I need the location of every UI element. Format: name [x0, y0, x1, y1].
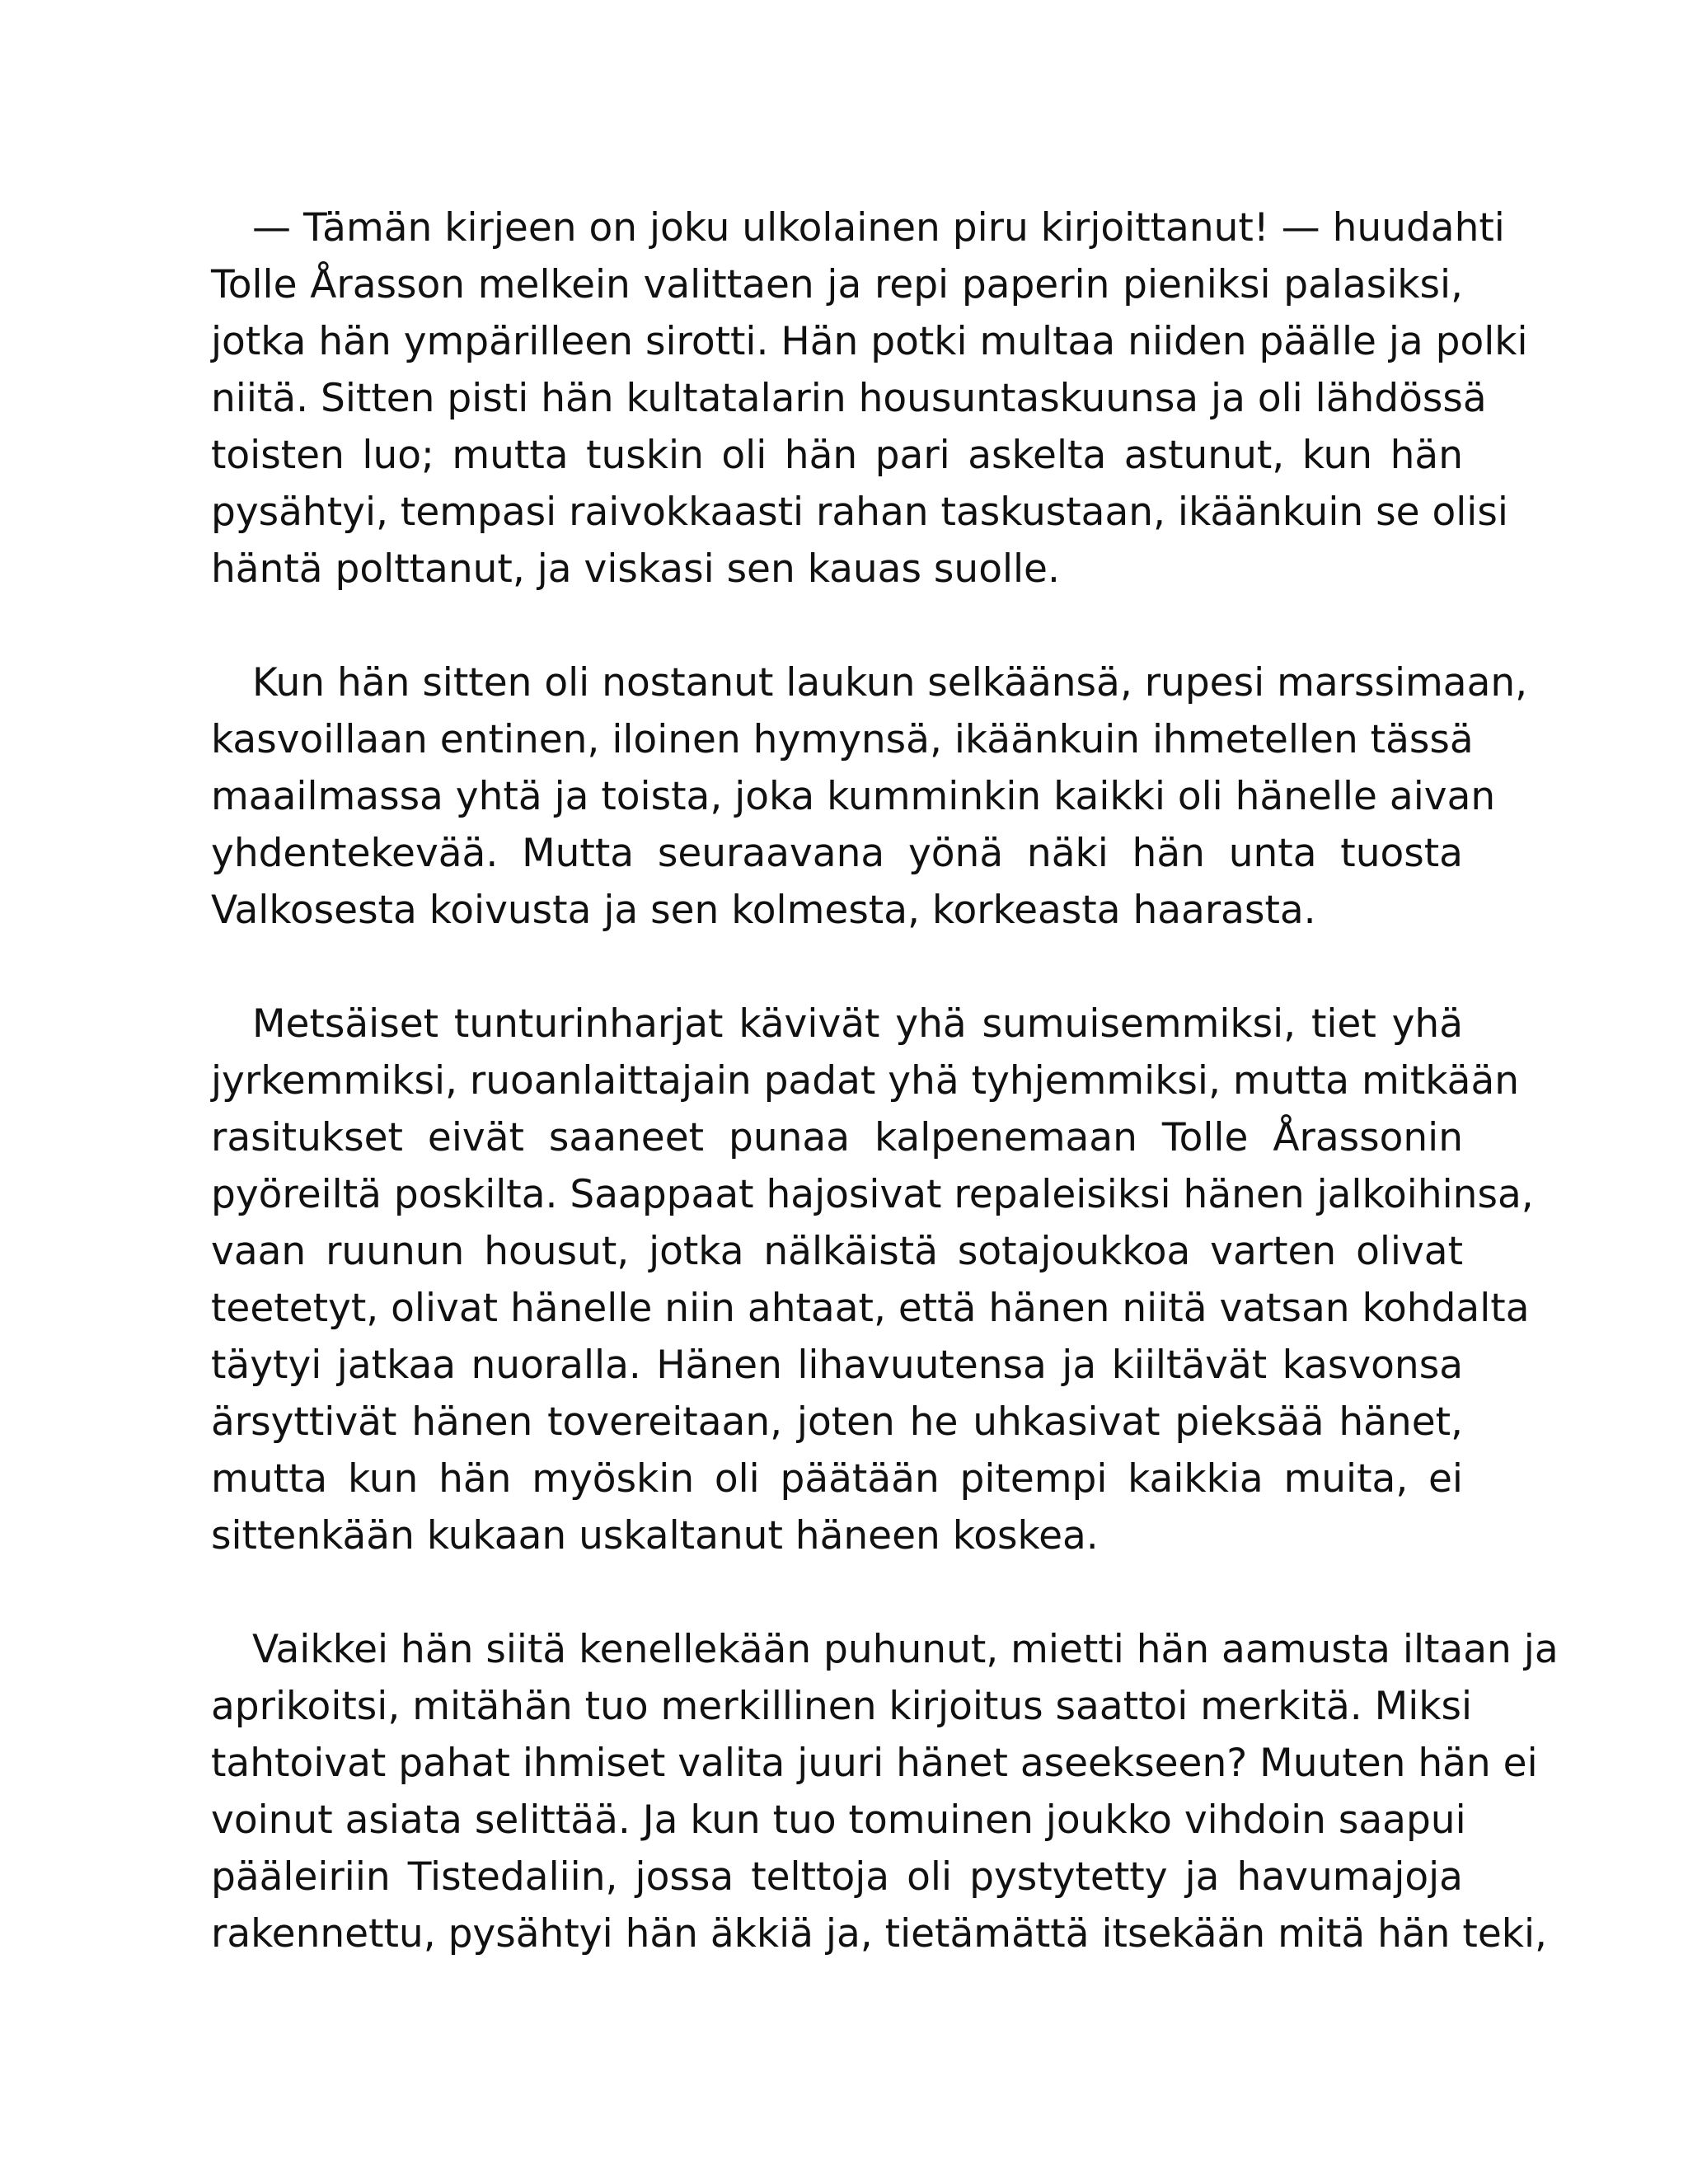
text-line: aprikoitsi, mitähän tuo merkillinen kirjoitus saattoi merkitä. Miksi — [211, 1684, 1473, 1729]
text-line: pyöreiltä poskilta. Saappaat hajosivat repaleisiksi hänen jalkoihinsa, — [211, 1172, 1534, 1217]
text-line: tahtoivat pahat ihmiset valita juuri hänet aseekseen? Muuten hän ei — [211, 1741, 1538, 1786]
text-line: Metsäiset tunturinharjat kävivät yhä sumuisemmiksi, tiet yhä — [252, 1001, 1463, 1047]
text-line: niitä. Sitten pisti hän kultatalarin housuntaskuunsa ja oli lähdössä — [211, 376, 1487, 421]
text-line: teetetyt, olivat hänelle niin ahtaat, että hänen niitä vatsan kohdalta — [211, 1286, 1530, 1331]
text-line: jotka hän ympärilleen sirotti. Hän potki multaa niiden päälle ja polki — [211, 319, 1528, 364]
text-line: yhdentekevää. Mutta seuraavana yönä näki hän unta tuosta — [211, 831, 1463, 876]
text-line: jyrkemmiksi, ruoanlaittajain padat yhä tyhjemmiksi, mutta mitkään — [211, 1058, 1520, 1104]
text-line: rakennettu, pysähtyi hän äkkiä ja, tietämättä itsekään mitä hän teki, — [211, 1911, 1547, 1957]
paragraph — [211, 199, 1528, 598]
text-line: häntä polttanut, ja viskasi sen kauas suolle. — [211, 546, 1060, 592]
text-line: ärsyttivät hänen tovereitaan, joten he uhkasivat pieksää hänet, — [211, 1399, 1463, 1445]
text-line: täytyi jatkaa nuoralla. Hänen lihavuutensa ja kiiltävät kasvonsa — [211, 1343, 1463, 1388]
text-line: mutta kun hän myöskin oli päätään pitempi kaikkia muita, ei — [211, 1456, 1463, 1502]
text-line: sittenkään kukaan uskaltanut häneen koskea. — [211, 1513, 1099, 1558]
text-line: Tolle Årasson melkein valittaen ja repi paperin pieniksi palasiksi, — [211, 262, 1463, 307]
text-line: rasitukset eivät saaneet punaa kalpenemaan Tolle Årassonin — [211, 1115, 1463, 1160]
text-line: Vaikkei hän siitä kenellekään puhunut, mietti hän aamusta iltaan ja — [252, 1627, 1559, 1672]
document-page — [211, 199, 1559, 2019]
text-line: pysähtyi, tempasi raivokkaasti rahan taskustaan, ikäänkuin se olisi — [211, 490, 1508, 535]
text-line: — Tämän kirjeen on joku ulkolainen piru kirjoittanut! — huudahti — [252, 205, 1505, 251]
paragraph — [211, 996, 1534, 1564]
text-line: vaan ruunun housut, jotka nälkäistä sotajoukkoa varten olivat — [211, 1229, 1463, 1274]
text-line: maailmassa yhtä ja toista, joka kumminkin kaikki oli hänelle aivan — [211, 774, 1496, 819]
text-line: pääleiriin Tistedaliin, jossa telttoja oli pystytetty ja havumajoja — [211, 1854, 1463, 1900]
paragraph — [211, 654, 1528, 939]
text-line: Valkosesta koivusta ja sen kolmesta, korkeasta haarasta. — [211, 888, 1316, 933]
paragraph — [211, 1621, 1559, 1962]
text-line: kasvoillaan entinen, iloinen hymynsä, ikäänkuin ihmetellen tässä — [211, 717, 1474, 762]
text-line: toisten luo; mutta tuskin oli hän pari askelta astunut, kun hän — [211, 433, 1463, 478]
text-line: voinut asiata selittää. Ja kun tuo tomuinen joukko vihdoin saapui — [211, 1797, 1466, 1843]
text-line: Kun hän sitten oli nostanut laukun selkäänsä, rupesi marssimaan, — [252, 660, 1528, 705]
